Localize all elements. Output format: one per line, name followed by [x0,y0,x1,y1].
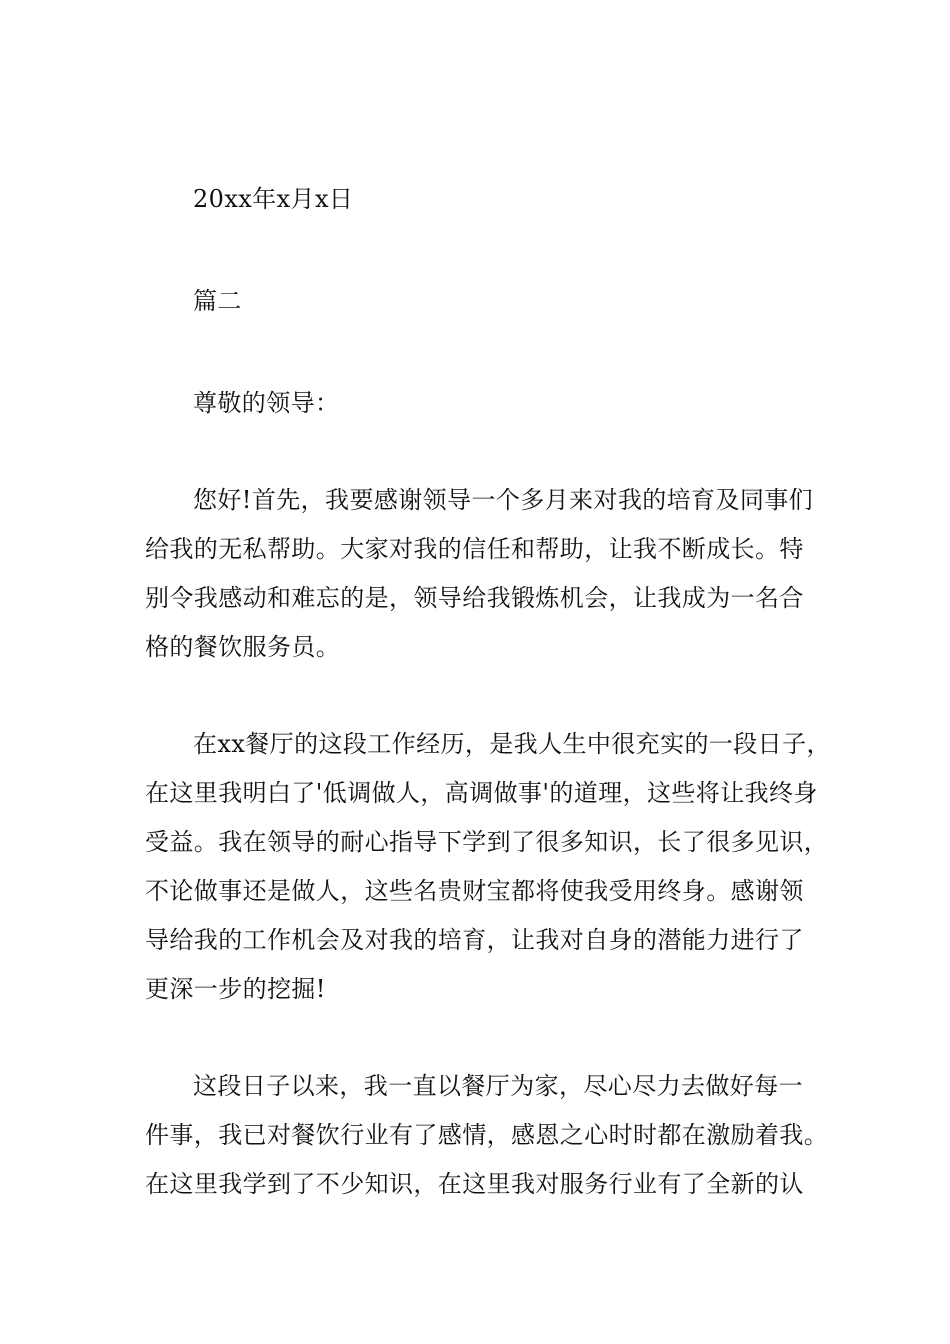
paragraph-line: 导给我的工作机会及对我的培育，让我对自身的潜能力进行了 [145,926,804,954]
paragraph-line: 在这里我学到了不少知识，在这里我对服务行业有了全新的认 [145,1170,804,1198]
paragraph-3 [145,1062,829,1209]
paragraph-2 [145,720,831,1014]
date-line: 20xx年x月x日 [193,185,354,213]
paragraph-line: 件事，我已对餐饮行业有了感情，感恩之心时时都在激励着我。 [145,1121,829,1149]
paragraph-line: 受益。我在领导的耐心指导下学到了很多知识，长了很多见识， [145,828,829,856]
salutation: 尊敬的领导： [193,389,340,417]
paragraph-line: 您好!首先，我要感谢领导一个多月来对我的培育及同事们 [193,486,814,514]
paragraph-line: 这段日子以来，我一直以餐厅为家，尽心尽力去做好每一 [193,1072,803,1100]
paragraph-line: 别令我感动和难忘的是，领导给我锻炼机会，让我成为一名合 [145,584,804,612]
paragraph-line: 给我的无私帮助。大家对我的信任和帮助，让我不断成长。特 [145,535,804,563]
paragraph-line: 不论做事还是做人，这些名贵财宝都将使我受用终身。感谢领 [145,877,804,905]
section-title: 篇二 [193,287,242,315]
paragraph-line: 格的餐饮服务员。 [145,633,341,661]
paragraph-line: 在xx餐厅的这段工作经历，是我人生中很充实的一段日子， [193,730,831,758]
paragraph-line: 更深一步的挖掘! [145,975,326,1003]
paragraph-1 [145,476,815,672]
paragraph-line: 在这里我明白了'低调做人，高调做事'的道理，这些将让我终身 [145,779,818,807]
